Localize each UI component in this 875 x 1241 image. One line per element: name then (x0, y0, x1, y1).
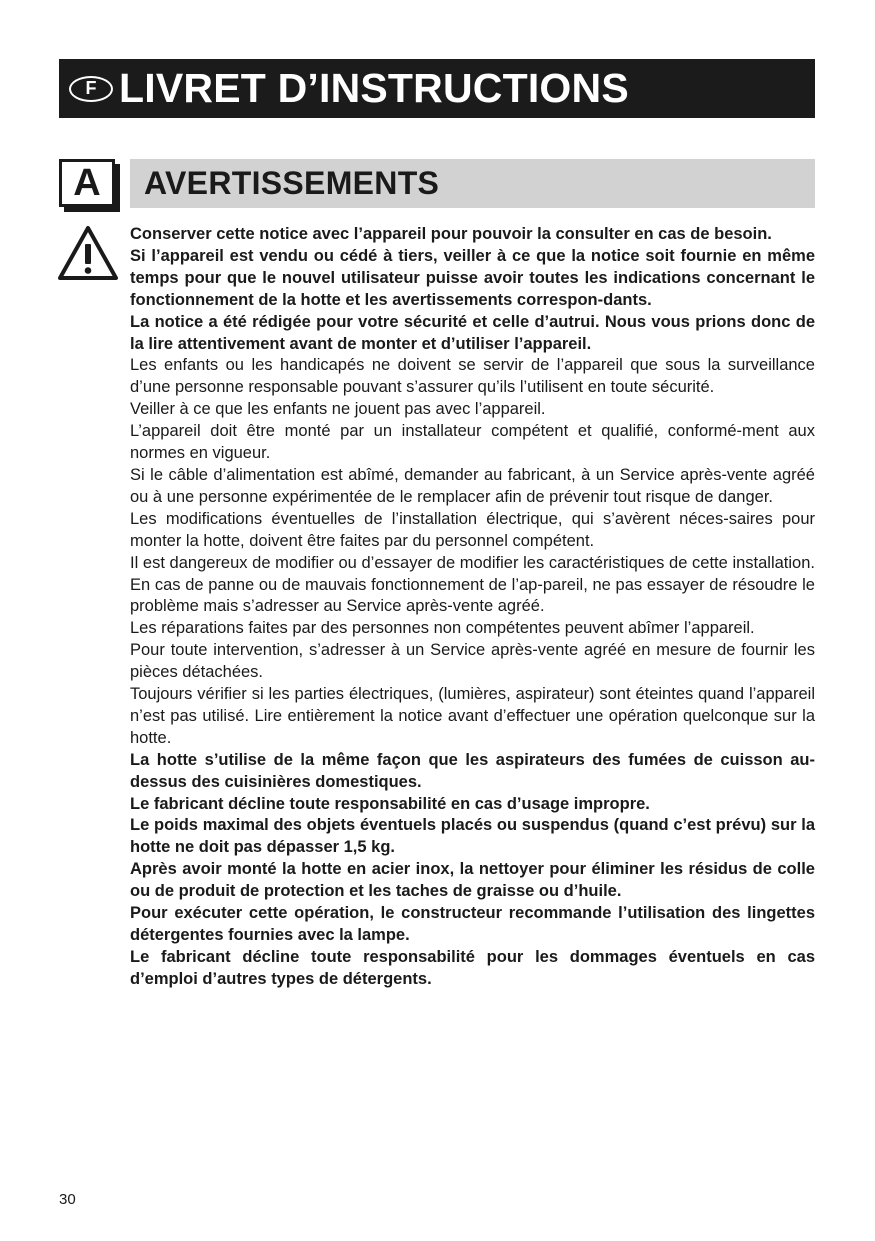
warning-paragraph: Si le câble d’alimentation est abîmé, demander au fabricant, à un Service après-vente agréé ou à une personne expérimentée de le remplacer afin de prévenir tout risque de danger. (130, 465, 815, 506)
warning-paragraph: Le fabricant décline toute responsabilité pour les dommages éventuels en cas d’emploi d’autres types de détergents. (130, 947, 815, 988)
warning-triangle-icon (56, 224, 120, 282)
page-header-bar (59, 59, 815, 118)
section-header-bar (130, 159, 815, 208)
page-title: LIVRET D’INSTRUCTIONS (119, 65, 629, 111)
warning-paragraph: Le fabricant décline toute responsabilité en cas d’usage impropre. (130, 794, 650, 813)
language-badge: F (69, 76, 113, 102)
warning-paragraph: Pour exécuter cette opération, le constructeur recommande l’utilisation des lingettes détergentes fournies avec la lampe. (130, 904, 815, 944)
warning-paragraph: Le poids maximal des objets éventuels placés ou suspendus (quand c’est prévu) sur la hotte ne doit pas dépasser 1,5 kg. (130, 816, 815, 857)
warning-paragraph: Si l’appareil est vendu ou cédé à tiers, veiller à ce que la notice soit fournie en même temps pour que le nouvel utilisateur puisse avoir toutes les indications concernant le fonctionnement de la hotte et les avertissements correspon-dants. (130, 246, 815, 309)
warning-paragraph: Après avoir monté la hotte en acier inox, la nettoyer pour éliminer les résidus de colle ou de produit de protection et les taches de graisse ou d’huile. (130, 860, 815, 901)
page-number: 30 (59, 1191, 76, 1208)
warning-paragraph: Les modifications éventuelles de l’installation électrique, qui s’avèrent néces-saires pour monter la hotte, doivent être faites par du personnel compétent. (130, 509, 815, 550)
warning-paragraph: Il est dangereux de modifier ou d’essayer de modifier les caractéristiques de cette installation. En cas de panne ou de mauvais fonctionnement de l’ap-pareil, ne pas essayer de résoudre le problème mais s’adresser au Service après-vente agréé. (130, 553, 815, 616)
warning-paragraph: Pour toute intervention, s’adresser à un Service après-vente agréé en mesure de fournir les pièces détachées. (130, 641, 815, 682)
warning-paragraph: La notice a été rédigée pour votre sécurité et celle d’autrui. Nous vous prions donc de la lire attentivement avant de monter et d’utiliser l’appareil. (130, 312, 815, 353)
warning-paragraph: Toujours vérifier si les parties électriques, (lumières, aspirateur) sont éteintes quand l’appareil n’est pas utilisé. Lire entièrement la notice avant d’effectuer une opération quelconque sur la hotte. (130, 685, 815, 747)
section-title: AVERTISSEMENTS (144, 165, 440, 201)
section-letter-badge: A (59, 159, 115, 207)
warning-paragraph: L’appareil doit être monté par un installateur compétent et qualifié, conformé-ment aux normes en vigueur. (130, 422, 815, 463)
warning-paragraph: Veiller à ce que les enfants ne jouent pas avec l’appareil. (130, 400, 546, 419)
warnings-text (130, 224, 815, 991)
warning-paragraph: Les enfants ou les handicapés ne doivent se servir de l’appareil que sous la surveillance d’une personne responsable pouvant s’assurer qu’ils l’utilisent en toute sécurité. (130, 356, 815, 397)
warning-paragraph: Conserver cette notice avec l’appareil pour pouvoir la consulter en cas de besoin. (130, 225, 772, 243)
warning-paragraph: La hotte s’utilise de la même façon que les aspirateurs des fumées de cuisson au-dessus des cuisinières domestiques. (130, 750, 815, 791)
warning-paragraph: Les réparations faites par des personnes non compétentes peuvent abîmer l’appareil. (130, 619, 755, 638)
